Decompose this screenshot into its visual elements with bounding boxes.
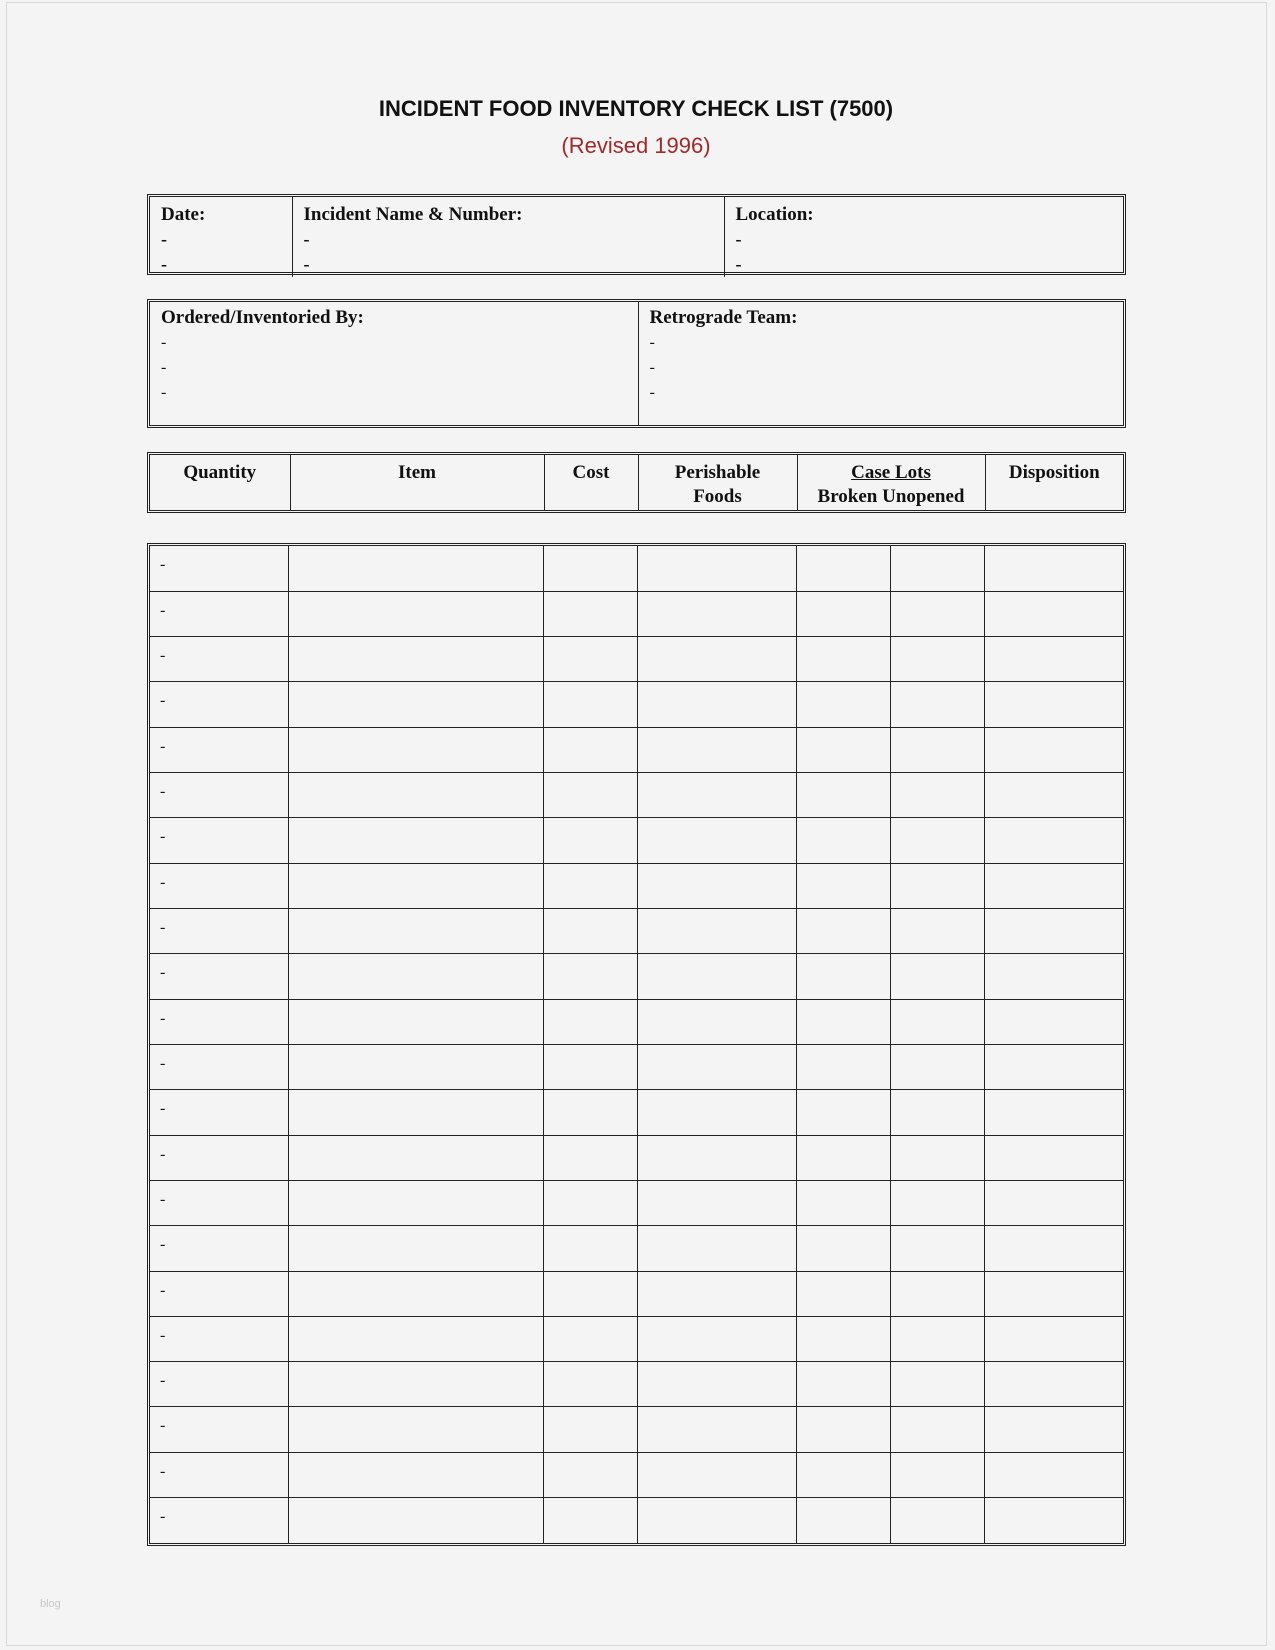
item-cell[interactable] <box>288 1135 543 1180</box>
unopened-cell[interactable] <box>890 818 984 863</box>
item-cell[interactable] <box>288 1316 543 1361</box>
table-row <box>150 1135 1123 1180</box>
table-row <box>150 1226 1123 1271</box>
perishable-cell[interactable] <box>637 1407 796 1452</box>
perishable-cell[interactable] <box>637 1271 796 1316</box>
broken-cell[interactable] <box>796 1044 890 1089</box>
perishable-cell[interactable] <box>637 1044 796 1089</box>
table-row <box>150 591 1123 636</box>
quantity-cell[interactable]: - <box>150 773 288 818</box>
broken-cell[interactable] <box>796 999 890 1044</box>
foods-label: Foods <box>693 486 742 507</box>
item-cell[interactable] <box>288 1407 543 1452</box>
broken-cell[interactable] <box>796 637 890 682</box>
cost-cell[interactable] <box>543 909 637 954</box>
quantity-cell[interactable]: - <box>150 546 288 591</box>
table-row <box>150 1316 1123 1361</box>
retrograde-line: - <box>649 334 655 351</box>
disposition-cell[interactable] <box>984 954 1123 999</box>
table-row <box>150 682 1123 727</box>
disposition-cell[interactable] <box>984 1044 1123 1089</box>
disposition-cell[interactable] <box>984 591 1123 636</box>
date-line: - <box>161 254 167 274</box>
disposition-cell[interactable] <box>984 682 1123 727</box>
date-label: Date: <box>161 204 206 225</box>
disposition-cell[interactable] <box>984 1271 1123 1316</box>
table-row <box>150 1180 1123 1225</box>
broken-cell[interactable] <box>796 1407 890 1452</box>
cost-cell[interactable] <box>543 1271 637 1316</box>
table-row <box>150 909 1123 954</box>
cost-cell[interactable] <box>543 727 637 772</box>
disposition-cell[interactable] <box>984 773 1123 818</box>
unopened-cell[interactable] <box>890 1498 984 1543</box>
item-header: Item <box>290 455 544 510</box>
cost-cell[interactable] <box>543 1498 637 1543</box>
item-cell[interactable] <box>288 727 543 772</box>
perishable-cell[interactable] <box>637 1452 796 1497</box>
cost-header: Cost <box>544 455 638 510</box>
incident-line: - <box>303 229 310 249</box>
cost-cell[interactable] <box>543 1452 637 1497</box>
quantity-cell[interactable]: - <box>150 954 288 999</box>
disposition-header: Disposition <box>985 455 1123 510</box>
broken-cell[interactable] <box>796 909 890 954</box>
broken-unopened-label: Broken Unopened <box>817 486 965 507</box>
watermark: blog <box>40 1598 61 1610</box>
item-cell[interactable] <box>288 1180 543 1225</box>
broken-cell[interactable] <box>796 863 890 908</box>
perishable-cell[interactable] <box>637 999 796 1044</box>
cost-cell[interactable] <box>543 1407 637 1452</box>
location-label: Location: <box>735 204 814 225</box>
quantity-cell[interactable]: - <box>150 909 288 954</box>
quantity-cell[interactable]: - <box>160 1508 166 1526</box>
cost-cell[interactable] <box>543 999 637 1044</box>
table-row <box>150 1362 1123 1407</box>
broken-cell[interactable] <box>796 1135 890 1180</box>
table-row <box>150 1498 1123 1543</box>
perishable-cell[interactable] <box>637 591 796 636</box>
quantity-cell[interactable]: - <box>150 999 288 1044</box>
broken-cell[interactable] <box>796 818 890 863</box>
cost-cell[interactable] <box>543 546 637 591</box>
disposition-cell[interactable] <box>984 1226 1123 1271</box>
item-cell[interactable] <box>288 1498 543 1543</box>
table-row <box>150 863 1123 908</box>
unopened-cell[interactable] <box>890 682 984 727</box>
disposition-cell[interactable] <box>984 1180 1123 1225</box>
incident-name-cell[interactable] <box>292 197 724 277</box>
disposition-cell[interactable] <box>984 818 1123 863</box>
broken-cell[interactable] <box>796 727 890 772</box>
revision-subtitle: (Revised 1996) <box>561 133 711 158</box>
perishable-cell[interactable] <box>637 773 796 818</box>
cost-cell[interactable] <box>543 1135 637 1180</box>
date-line: - <box>161 229 167 249</box>
unopened-cell[interactable] <box>890 909 984 954</box>
perishable-cell[interactable] <box>637 637 796 682</box>
item-cell[interactable] <box>288 909 543 954</box>
broken-cell[interactable] <box>796 1362 890 1407</box>
table-row <box>150 1090 1123 1135</box>
ordered-by-line: - <box>161 334 167 351</box>
unopened-cell[interactable] <box>890 1316 984 1361</box>
unopened-cell[interactable] <box>890 591 984 636</box>
page-title: INCIDENT FOOD INVENTORY CHECK LIST (7500) <box>378 96 894 121</box>
unopened-cell[interactable] <box>890 999 984 1044</box>
disposition-cell[interactable] <box>984 999 1123 1044</box>
unopened-cell[interactable] <box>890 546 984 591</box>
unopened-cell[interactable] <box>890 637 984 682</box>
unopened-cell[interactable] <box>890 1090 984 1135</box>
inventory-grid <box>147 543 1126 1546</box>
date-cell[interactable] <box>150 197 292 277</box>
perishable-cell[interactable] <box>637 909 796 954</box>
quantity-cell[interactable]: - <box>150 1135 288 1180</box>
unopened-cell[interactable] <box>890 1407 984 1452</box>
disposition-cell[interactable] <box>984 1362 1123 1407</box>
quantity-cell[interactable]: - <box>150 1226 288 1271</box>
ordered-by-line: - <box>161 359 167 376</box>
cost-cell[interactable] <box>543 1316 637 1361</box>
disposition-cell[interactable] <box>984 1452 1123 1497</box>
table-row <box>150 1407 1123 1452</box>
quantity-cell[interactable]: - <box>150 1316 288 1361</box>
item-cell[interactable] <box>288 999 543 1044</box>
quantity-cell[interactable]: - <box>150 1362 288 1407</box>
cost-cell[interactable] <box>543 1044 637 1089</box>
perishable-cell[interactable] <box>637 546 796 591</box>
item-cell[interactable] <box>288 1226 543 1271</box>
cost-cell[interactable] <box>543 818 637 863</box>
quantity-cell[interactable]: - <box>150 818 288 863</box>
table-row <box>150 727 1123 772</box>
disposition-cell[interactable] <box>984 1316 1123 1361</box>
perishable-cell[interactable] <box>637 1180 796 1225</box>
broken-cell[interactable] <box>796 954 890 999</box>
table-row <box>150 818 1123 863</box>
cost-cell[interactable] <box>543 637 637 682</box>
broken-cell[interactable] <box>796 682 890 727</box>
cost-cell[interactable] <box>543 682 637 727</box>
perishable-cell[interactable] <box>637 1226 796 1271</box>
unopened-cell[interactable] <box>890 1226 984 1271</box>
unopened-cell[interactable] <box>890 773 984 818</box>
unopened-cell[interactable] <box>890 727 984 772</box>
unopened-cell[interactable] <box>890 1271 984 1316</box>
case-lots-label: Case Lots <box>851 462 931 483</box>
quantity-cell[interactable]: - <box>150 1090 288 1135</box>
team-box <box>147 299 1126 428</box>
perishable-cell[interactable] <box>637 682 796 727</box>
perishable-header <box>638 455 797 510</box>
table-row <box>150 637 1123 682</box>
retrograde-team-cell[interactable] <box>638 302 1123 425</box>
quantity-header: Quantity <box>183 462 257 483</box>
quantity-cell[interactable]: - <box>150 591 288 636</box>
item-cell[interactable] <box>288 954 543 999</box>
inventory-grid-body <box>150 546 1123 1543</box>
disposition-cell[interactable] <box>984 637 1123 682</box>
incident-info-box <box>147 194 1126 275</box>
item-cell[interactable] <box>288 773 543 818</box>
disposition-cell[interactable] <box>984 1498 1123 1543</box>
perishable-label: Perishable <box>674 462 761 483</box>
disposition-cell[interactable] <box>984 909 1123 954</box>
column-header-box <box>147 452 1126 513</box>
table-row <box>150 999 1123 1044</box>
broken-cell[interactable] <box>796 1498 890 1543</box>
perishable-cell[interactable] <box>637 1498 796 1543</box>
perishable-cell[interactable] <box>637 863 796 908</box>
cost-cell[interactable] <box>543 1090 637 1135</box>
item-cell[interactable] <box>288 546 543 591</box>
unopened-cell[interactable] <box>890 1180 984 1225</box>
table-row <box>150 773 1123 818</box>
ordered-by-label: Ordered/Inventoried By: <box>161 307 364 328</box>
item-cell[interactable] <box>288 863 543 908</box>
unopened-cell[interactable] <box>890 1452 984 1497</box>
incident-name-label: Incident Name & Number: <box>303 204 523 225</box>
quantity-cell[interactable]: - <box>150 863 288 908</box>
item-cell[interactable] <box>288 1271 543 1316</box>
table-row <box>150 1271 1123 1316</box>
cost-cell[interactable] <box>543 863 637 908</box>
disposition-cell[interactable] <box>984 727 1123 772</box>
cost-cell[interactable] <box>543 1226 637 1271</box>
quantity-cell[interactable]: - <box>150 727 288 772</box>
cost-cell[interactable] <box>543 773 637 818</box>
broken-cell[interactable] <box>796 1180 890 1225</box>
unopened-cell[interactable] <box>890 863 984 908</box>
incident-line: - <box>303 254 310 274</box>
disposition-cell[interactable] <box>984 863 1123 908</box>
quantity-cell[interactable]: - <box>150 1452 288 1497</box>
table-row <box>150 546 1123 591</box>
item-cell[interactable] <box>288 1362 543 1407</box>
location-line: - <box>735 229 742 249</box>
quantity-cell[interactable]: - <box>150 1044 288 1089</box>
broken-cell[interactable] <box>796 773 890 818</box>
broken-cell[interactable] <box>796 546 890 591</box>
location-line: - <box>735 254 742 274</box>
disposition-cell[interactable] <box>984 546 1123 591</box>
broken-cell[interactable] <box>796 1090 890 1135</box>
item-cell[interactable] <box>288 682 543 727</box>
broken-cell[interactable] <box>796 1226 890 1271</box>
broken-cell[interactable] <box>796 1271 890 1316</box>
retrograde-line: - <box>649 359 655 376</box>
broken-cell[interactable] <box>796 1452 890 1497</box>
item-cell[interactable] <box>288 818 543 863</box>
perishable-cell[interactable] <box>637 818 796 863</box>
broken-cell[interactable] <box>796 591 890 636</box>
disposition-cell[interactable] <box>984 1407 1123 1452</box>
cost-cell[interactable] <box>543 954 637 999</box>
quantity-cell[interactable]: - <box>150 1180 288 1225</box>
perishable-cell[interactable] <box>637 1135 796 1180</box>
table-row <box>150 1044 1123 1089</box>
item-cell[interactable] <box>288 591 543 636</box>
perishable-cell[interactable] <box>637 954 796 999</box>
item-cell[interactable] <box>288 1452 543 1497</box>
quantity-cell[interactable]: - <box>150 637 288 682</box>
cost-cell[interactable] <box>543 1362 637 1407</box>
cost-cell[interactable] <box>543 1180 637 1225</box>
quantity-cell[interactable]: - <box>150 1407 288 1452</box>
item-cell[interactable] <box>288 1090 543 1135</box>
perishable-cell[interactable] <box>637 727 796 772</box>
quantity-cell[interactable]: - <box>150 682 288 727</box>
perishable-cell[interactable] <box>637 1090 796 1135</box>
unopened-cell[interactable] <box>890 1362 984 1407</box>
ordered-by-cell[interactable] <box>150 302 638 425</box>
case-lots-header <box>797 455 985 510</box>
ordered-by-line: - <box>161 384 167 401</box>
broken-cell[interactable] <box>796 1316 890 1361</box>
unopened-cell[interactable] <box>890 1135 984 1180</box>
unopened-cell[interactable] <box>890 1044 984 1089</box>
disposition-cell[interactable] <box>984 1135 1123 1180</box>
cost-cell[interactable] <box>543 591 637 636</box>
table-row <box>150 954 1123 999</box>
disposition-cell[interactable] <box>984 1090 1123 1135</box>
perishable-cell[interactable] <box>637 1362 796 1407</box>
perishable-cell[interactable] <box>637 1316 796 1361</box>
unopened-cell[interactable] <box>890 954 984 999</box>
retrograde-line: - <box>649 384 655 401</box>
quantity-cell[interactable]: - <box>150 1271 288 1316</box>
item-cell[interactable] <box>288 637 543 682</box>
item-cell[interactable] <box>288 1044 543 1089</box>
table-row <box>150 1452 1123 1497</box>
location-cell[interactable] <box>724 197 1123 277</box>
retrograde-team-label: Retrograde Team: <box>649 307 798 328</box>
